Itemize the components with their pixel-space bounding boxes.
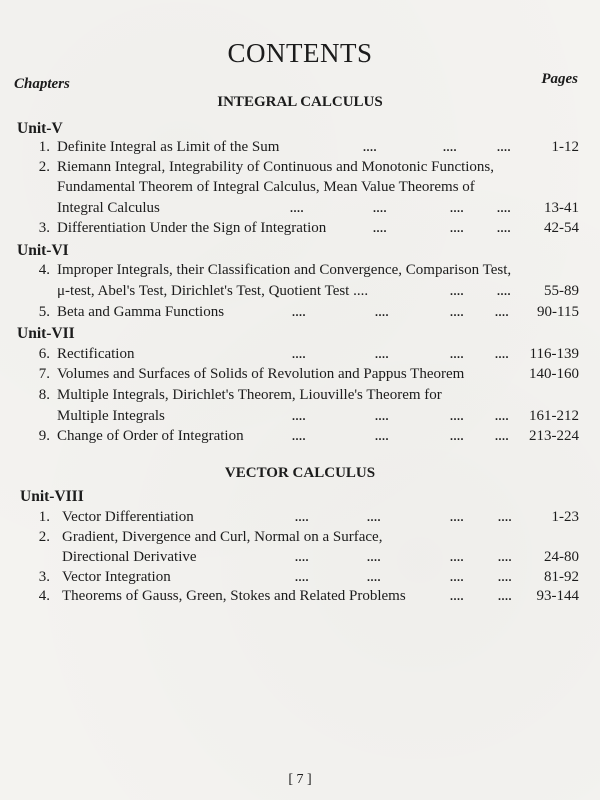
entry-number: 5. <box>38 304 50 320</box>
entry-number: 2. <box>38 159 50 175</box>
entry-pages: 161-212 <box>529 408 579 424</box>
entry-title: Vector Integration <box>62 569 171 585</box>
entry-number: 8. <box>38 387 50 403</box>
leader-dots: .... <box>373 221 387 235</box>
leader-dots: .... <box>495 305 509 319</box>
leader-dots: .... <box>495 347 509 361</box>
leader-dots: .... <box>450 510 464 524</box>
leader-dots: .... <box>498 570 512 584</box>
entry-number: 2. <box>38 529 50 545</box>
entry-number: 4. <box>38 588 50 604</box>
entry-title: Vector Differentiation <box>62 509 194 525</box>
unit-heading-viii: Unit-VIII <box>20 488 84 505</box>
leader-dots: .... <box>450 221 464 235</box>
page-title: CONTENTS <box>227 38 373 68</box>
entry-title-line: Multiple Integrals <box>57 408 165 424</box>
entry-title-line: Gradient, Divergence and Curl, Normal on a Surface, <box>62 529 383 545</box>
leader-dots: .... <box>292 429 306 443</box>
leader-dots: .... <box>375 347 389 361</box>
unit-heading-v: Unit-V <box>17 120 63 137</box>
entry-pages: 1-23 <box>551 509 579 525</box>
leader-dots: .... <box>497 201 511 215</box>
chapters-column-label: Chapters <box>14 76 70 92</box>
entry-title: Differentiation Under the Sign of Integration <box>57 220 327 236</box>
entry-pages: 24-80 <box>544 549 579 565</box>
pages-column-label: Pages <box>541 71 578 87</box>
entry-number: 4. <box>38 262 50 278</box>
leader-dots: .... <box>292 305 306 319</box>
leader-dots: .... <box>373 201 387 215</box>
leader-dots: .... <box>498 550 512 564</box>
leader-dots: .... <box>290 201 304 215</box>
leader-dots: .... <box>495 409 509 423</box>
leader-dots: .... <box>495 429 509 443</box>
unit-heading-vi: Unit-VI <box>17 242 69 259</box>
entry-title: Definite Integral as Limit of the Sum <box>57 139 280 155</box>
leader-dots: .... <box>367 550 381 564</box>
unit-heading-vii: Unit-VII <box>17 325 75 342</box>
entry-title-line: Fundamental Theorem of Integral Calculus, Mean Value Theorems of <box>57 179 475 195</box>
entry-number: 3. <box>38 569 50 585</box>
entry-pages: 81-92 <box>544 569 579 585</box>
leader-dots: .... <box>450 589 464 603</box>
leader-dots: .... <box>450 429 464 443</box>
entry-pages: 55-89 <box>544 283 579 299</box>
entry-title-line: Improper Integrals, their Classification and Convergence, Comparison Test, <box>57 262 512 278</box>
entry-title-line: Riemann Integral, Integrability of Continuous and Monotonic Functions, <box>57 159 495 175</box>
leader-dots: .... <box>295 570 309 584</box>
leader-dots: .... <box>363 140 377 154</box>
entry-pages: 140-160 <box>529 366 579 382</box>
leader-dots: .... <box>375 305 389 319</box>
leader-dots: .... <box>498 589 512 603</box>
leader-dots: .... <box>498 510 512 524</box>
section-heading-vector-calculus: VECTOR CALCULUS <box>224 465 376 481</box>
entry-number: 9. <box>38 428 50 444</box>
leader-dots: .... <box>450 201 464 215</box>
leader-dots: .... <box>367 510 381 524</box>
leader-dots: .... <box>375 429 389 443</box>
entry-pages: 42-54 <box>544 220 579 236</box>
entry-number: 3. <box>38 220 50 236</box>
entry-title-line: Multiple Integrals, Dirichlet's Theorem, Liouville's Theorem for <box>57 387 442 403</box>
leader-dots: .... <box>450 305 464 319</box>
leader-dots: .... <box>450 550 464 564</box>
page-number: [ 7 ] <box>288 772 312 787</box>
entry-title: Rectification <box>57 346 135 362</box>
leader-dots: .... <box>443 140 457 154</box>
entry-number: 6. <box>38 346 50 362</box>
leader-dots: .... <box>450 347 464 361</box>
entry-number: 7. <box>38 366 50 382</box>
leader-dots: .... <box>450 284 464 298</box>
entry-title-line: Integral Calculus <box>57 200 160 216</box>
leader-dots: .... <box>292 347 306 361</box>
entry-pages: 13-41 <box>544 200 579 216</box>
entry-title: Beta and Gamma Functions <box>57 304 225 320</box>
entry-pages: 1-12 <box>551 139 579 155</box>
entry-title: Change of Order of Integration <box>57 428 244 444</box>
section-heading-integral-calculus: INTEGRAL CALCULUS <box>217 94 383 110</box>
entry-title-line: Directional Derivative <box>62 549 197 565</box>
entry-pages: 90-115 <box>537 304 579 320</box>
leader-dots: .... <box>292 409 306 423</box>
leader-dots: .... <box>375 409 389 423</box>
leader-dots: .... <box>367 570 381 584</box>
entry-pages: 116-139 <box>529 346 579 362</box>
leader-dots: .... <box>497 284 511 298</box>
leader-dots: .... <box>295 510 309 524</box>
leader-dots: .... <box>295 550 309 564</box>
entry-number: 1. <box>38 509 50 525</box>
leader-dots: .... <box>450 409 464 423</box>
leader-dots: .... <box>497 140 511 154</box>
leader-dots: .... <box>497 221 511 235</box>
entry-title: Volumes and Surfaces of Solids of Revolution and Pappus Theorem <box>57 366 465 382</box>
entry-title-line: μ-test, Abel's Test, Dirichlet's Test, Quotient Test .... <box>57 283 369 299</box>
entry-pages: 213-224 <box>529 428 579 444</box>
entry-title: Theorems of Gauss, Green, Stokes and Related Problems <box>62 588 406 604</box>
entry-number: 1. <box>38 139 50 155</box>
entry-pages: 93-144 <box>536 588 579 604</box>
leader-dots: .... <box>450 570 464 584</box>
